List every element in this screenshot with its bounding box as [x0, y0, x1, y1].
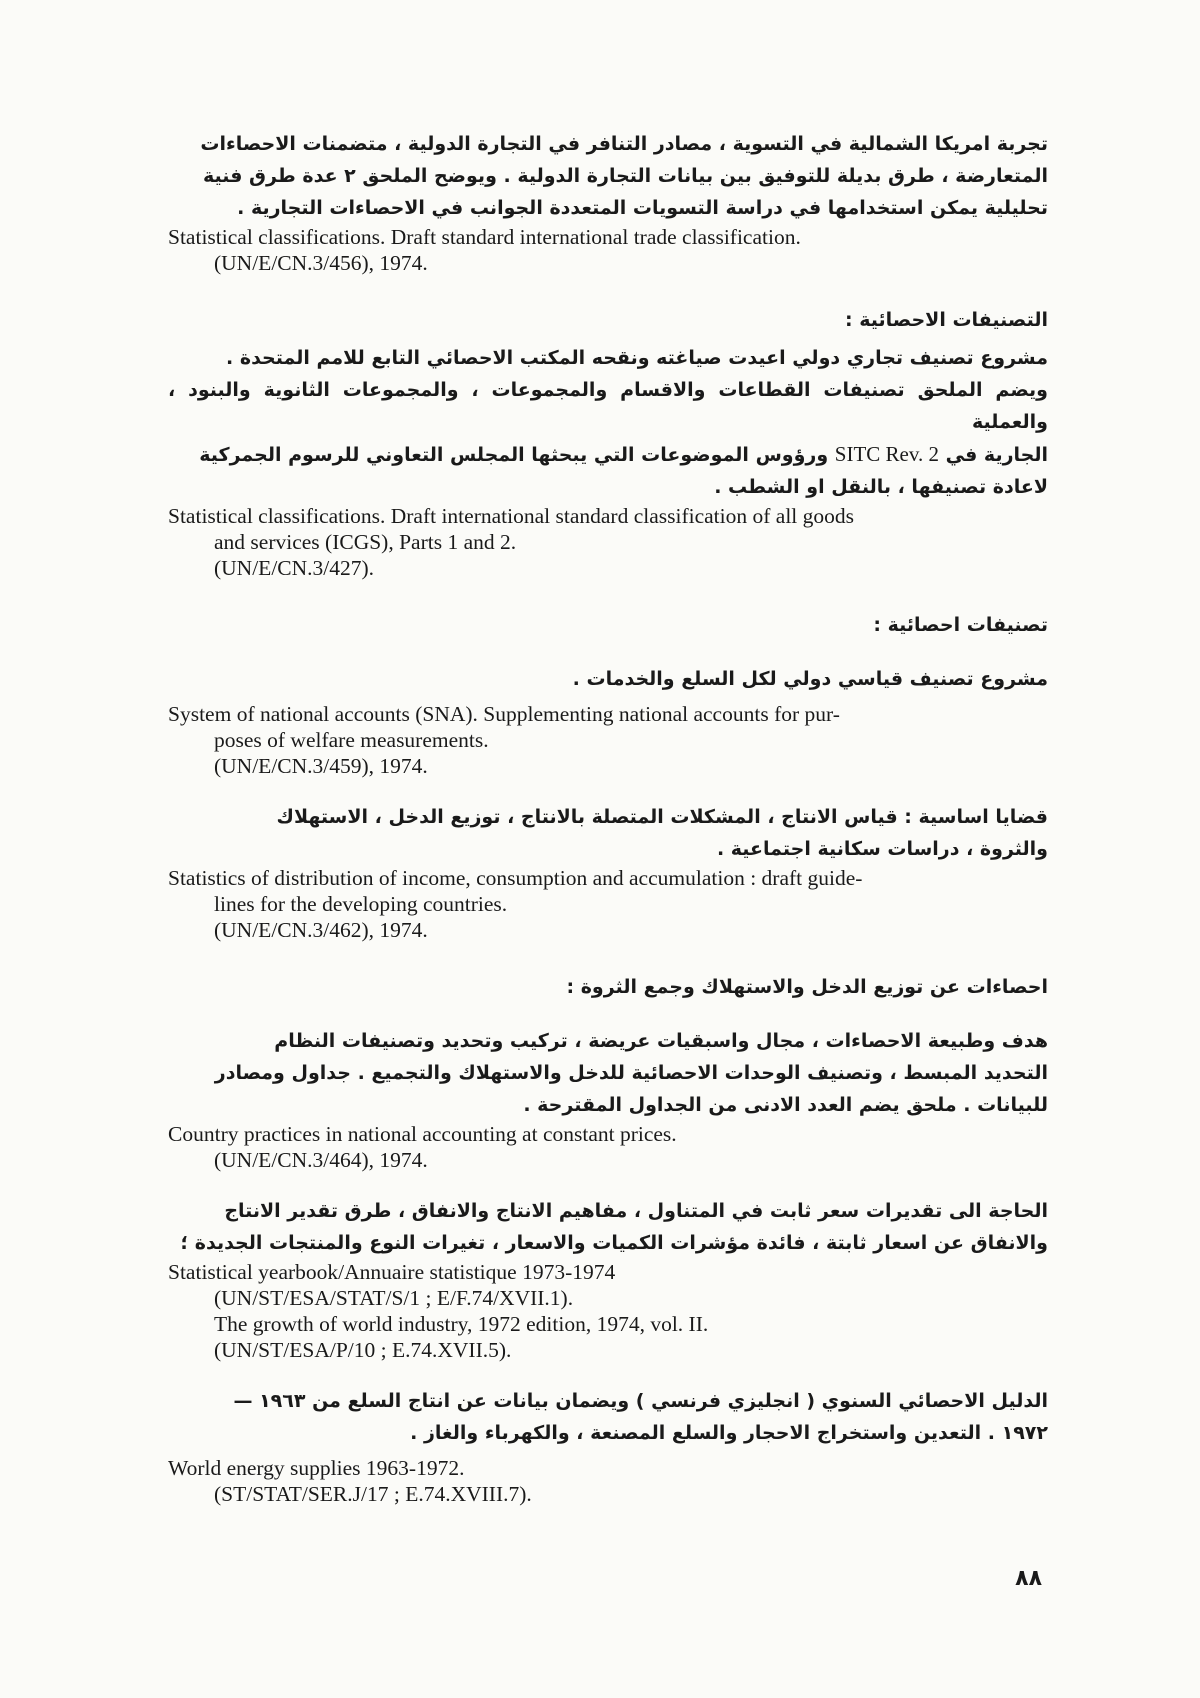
citation-1 — [168, 224, 1048, 276]
citation-ref: (UN/E/CN.3/427). — [214, 556, 375, 580]
citation-5 — [168, 1121, 1048, 1173]
arabic-line: ويضم الملحق تصنيفات القطاعات والاقسام والمجموعات ، والمجموعات الثانوية والبنود ، والعملية — [168, 379, 1048, 433]
arabic-line: تجربة امريكا الشمالية في التسوية ، مصادر التنافر في التجارة الدولية ، متضمنات الاحصاءات — [200, 133, 1048, 155]
citation-2 — [168, 503, 1048, 581]
citation-title: Statistical classifications. Draft standard international trade classification. — [168, 225, 801, 249]
citation-ref: (UN/ST/ESA/STAT/S/1 ; E/F.74/XVII.1). — [214, 1286, 574, 1310]
citation-title: Statistics of distribution of income, consumption and accumulation : draft guide- — [168, 866, 863, 890]
citation-title-cont: poses of welfare measurements. — [214, 728, 489, 752]
citation-title-cont: and services (ICGS), Parts 1 and 2. — [214, 530, 517, 554]
citation-ref: (UN/ST/ESA/P/10 ; E.74.XVII.5). — [214, 1338, 512, 1362]
arabic-line: الحاجة الى تقديرات سعر ثابت في المتناول ، مفاهيم الانتاج والانفاق ، طرق تقدير الانتاج — [224, 1200, 1048, 1222]
arabic-paragraph-1 — [168, 128, 1048, 224]
citation-ref: (UN/E/CN.3/459), 1974. — [214, 754, 428, 778]
arabic-paragraph-2 — [168, 342, 1048, 503]
arabic-paragraph-3: مشروع تصنيف قياسي دولي لكل السلع والخدمات . — [572, 668, 1048, 690]
citation-ref: (ST/STAT/SER.J/17 ; E.74.XVIII.7). — [214, 1482, 532, 1506]
citation-ref: (UN/E/CN.3/456), 1974. — [214, 251, 428, 275]
citation-6 — [168, 1259, 1048, 1363]
arabic-paragraph-4 — [168, 801, 1048, 865]
arabic-line: المتعارضة ، طرق بديلة للتوفيق بين بيانات التجارة الدولية . ويوضح الملحق ٢ عدة طرق فنية — [202, 165, 1048, 187]
citation-ref: (UN/E/CN.3/462), 1974. — [214, 918, 428, 942]
arabic-line — [168, 438, 1048, 471]
arabic-line: قضايا اساسية : قياس الانتاج ، المشكلات المتصلة بالانتاج ، توزيع الدخل ، الاستهلاك — [276, 806, 1048, 828]
citation-4 — [168, 865, 1048, 943]
citation-3 — [168, 701, 1048, 779]
arabic-line: والانفاق عن اسعار ثابتة ، فائدة مؤشرات الكميات والاسعار ، تغيرات النوع والمنتجات الجديدة ؛ — [180, 1232, 1048, 1254]
citation-ref: (UN/E/CN.3/464), 1974. — [214, 1148, 428, 1172]
citation-7 — [168, 1455, 1048, 1507]
citation-title: System of national accounts (SNA). Supplementing national accounts for pur- — [168, 702, 840, 726]
arabic-line: ١٩٧٢ . التعدين واستخراج الاحجار والسلع المصنعة ، والكهرباء والغاز . — [410, 1422, 1048, 1444]
sitc-label: SITC Rev. 2 — [834, 442, 940, 466]
arabic-heading-2: تصنيفات احصائية : — [873, 614, 1048, 636]
citation-title: Statistical classifications. Draft international standard classification of all goods — [168, 504, 855, 528]
arabic-line: الدليل الاحصائي السنوي ( انجليزي فرنسي ) ويضمان بيانات عن انتاج السلع من ١٩٦٣ — — [233, 1390, 1048, 1412]
arabic-line: هدف وطبيعة الاحصاءات ، مجال واسبقيات عريضة ، تركيب وتحديد وتصنيفات النظام — [274, 1030, 1048, 1052]
arabic-line: لاعادة تصنيفها ، بالنقل او الشطب . — [714, 476, 1048, 498]
arabic-paragraph-7 — [168, 1385, 1048, 1449]
citation-title: Statistical yearbook/Annuaire statistique 1973-1974 — [168, 1260, 616, 1284]
arabic-line: والثروة ، دراسات سكانية اجتماعية . — [716, 838, 1048, 860]
arabic-line: تحليلية يمكن استخدامها في دراسة التسويات المتعددة الجوانب في الاحصاءات التجارية . — [237, 197, 1048, 219]
arabic-paragraph-6 — [168, 1195, 1048, 1259]
arabic-text: ورؤوس الموضوعات التي يبحثها المجلس التعاوني للرسوم الجمركية — [199, 444, 829, 466]
arabic-line: مشروع تصنيف تجاري دولي اعيدت صياغته ونقحه المكتب الاحصائي التابع للامم المتحدة . — [226, 347, 1048, 369]
arabic-heading-1: التصنيفات الاحصائية : — [845, 309, 1048, 331]
citation-title: World energy supplies 1963-1972. — [168, 1456, 465, 1480]
arabic-paragraph-5 — [168, 1025, 1048, 1121]
arabic-line: التحديد المبسط ، وتصنيف الوحدات الاحصائية للدخل والاستهلاك والتجميع . جداول ومصادر — [214, 1062, 1048, 1084]
page-content — [168, 128, 1048, 1507]
citation-title-cont: lines for the developing countries. — [214, 892, 508, 916]
citation-title: Country practices in national accounting at constant prices. — [168, 1122, 677, 1146]
citation-title: The growth of world industry, 1972 edition, 1974, vol. II. — [214, 1312, 709, 1336]
page-number: ٨٨ — [1015, 1566, 1042, 1591]
arabic-line: للبيانات . ملحق يضم العدد الادنى من الجداول المقترحة . — [523, 1094, 1048, 1116]
arabic-heading-3: احصاءات عن توزيع الدخل والاستهلاك وجمع الثروة : — [566, 976, 1048, 998]
arabic-text: الجارية في — [945, 444, 1048, 466]
